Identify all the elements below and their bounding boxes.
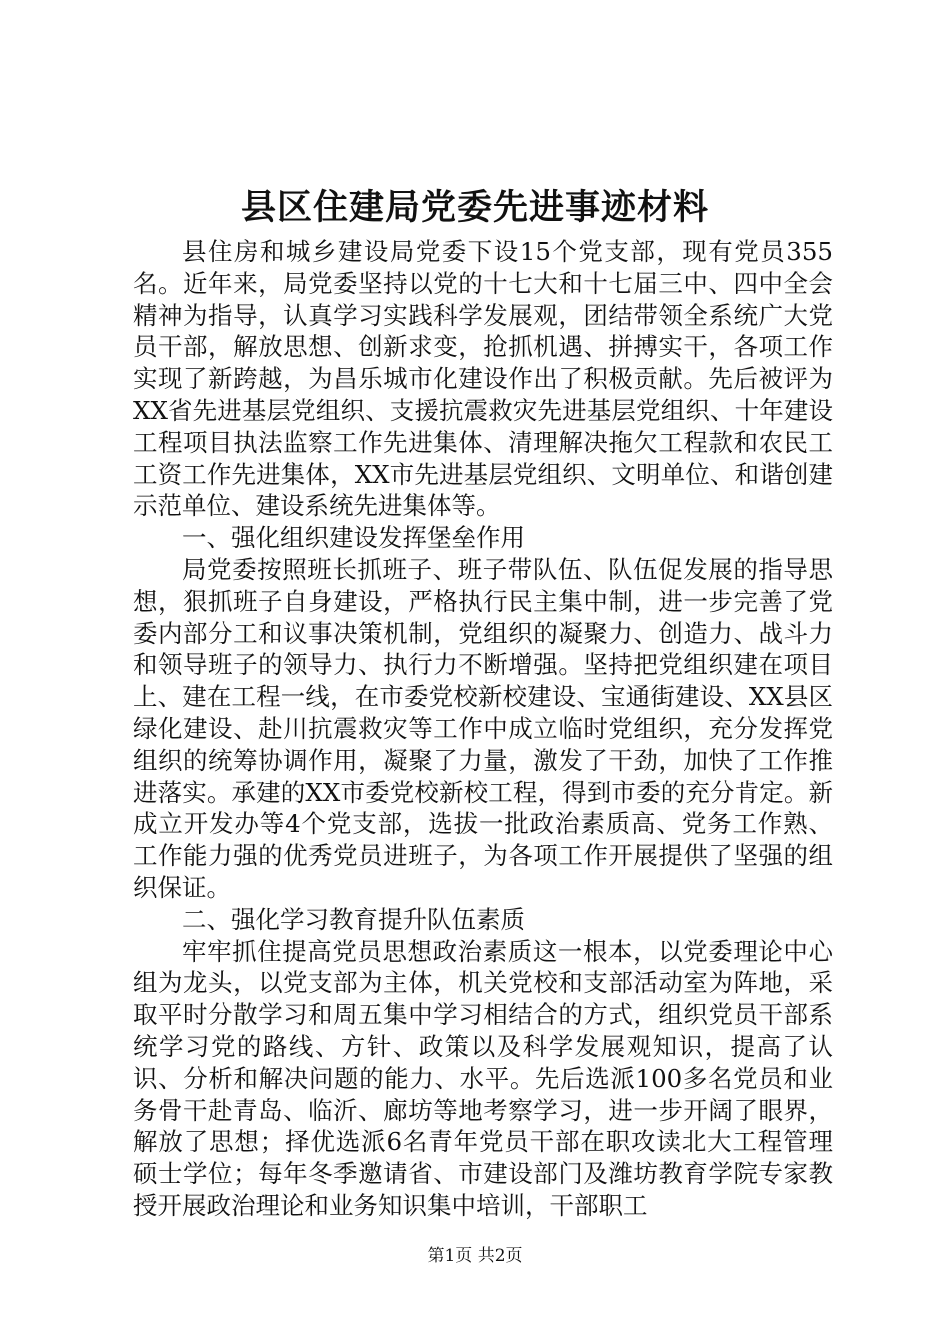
section-1-paragraph: 局党委按照班长抓班子、班子带队伍、队伍促发展的指导思想，狠抓班子自身建设，严格执行民主集中制，进一步完善了党委内部分工和议事决策机制，党组织的凝聚力、创造力、战斗力和领导班子的领导力、执行力不断增强。坚持把党组织建在项目上、建在工程一线，在市委党校新校建设、宝通街建设、XX县区绿化建设、赴川抗震救灾等工作中成立临时党组织，充分发挥党组织的统筹协调作用，凝聚了力量，激发了干劲，加快了工作推进落实。承建的XX市委党校新校工程，得到市委的充分肯定。新成立开发办等4个党支部，选拔一批政治素质高、党务工作熟、工作能力强的优秀党员进班子，为各项工作开展提供了坚强的组织保证。: [133, 554, 833, 902]
document-title: 县区住建局党委先进事迹材料: [240, 187, 709, 228]
section-2-paragraph: 牢牢抓住提高党员思想政治素质这一根本，以党委理论中心组为龙头，以党支部为主体，机关党校和支部活动室为阵地，采取平时分散学习和周五集中学习相结合的方式，组织党员干部系统学习党的路线、方针、政策以及科学发展观知识，提高了认识、分析和解决问题的能力、水平。先后选派100多名党员和业务骨干赴青岛、临沂、廊坊等地考察学习，进一步开阔了眼界，解放了思想；择优选派6名青年党员干部在职攻读北大工程管理硕士学位；每年冬季邀请省、市建设部门及潍坊教育学院专家教授开展政治理论和业务知识集中培训，干部职工: [133, 936, 833, 1220]
section-heading-1: 一、强化组织建设发挥堡垒作用: [182, 523, 525, 553]
page-footer: 第1页 共2页: [427, 1246, 523, 1266]
intro-paragraph: 县住房和城乡建设局党委下设15个党支部，现有党员355名。近年来，局党委坚持以党的十七大和十七届三中、四中全会精神为指导，认真学习实践科学发展观，团结带领全系统广大党员干部，解放思想、创新求变，抢抓机遇、拼搏实干，各项工作实现了新跨越，为昌乐城市化建设作出了积极贡献。先后被评为XX省先进基层党组织、支援抗震救灾先进基层党组织、十年建设工程项目执法监察工作先进集体、清理解决拖欠工程款和农民工工资工作先进集体，XX市先进基层党组织、文明单位、和谐创建示范单位、建设系统先进集体等。: [133, 237, 833, 521]
section-heading-2: 二、强化学习教育提升队伍素质: [182, 904, 525, 934]
document-body: [133, 236, 833, 1222]
